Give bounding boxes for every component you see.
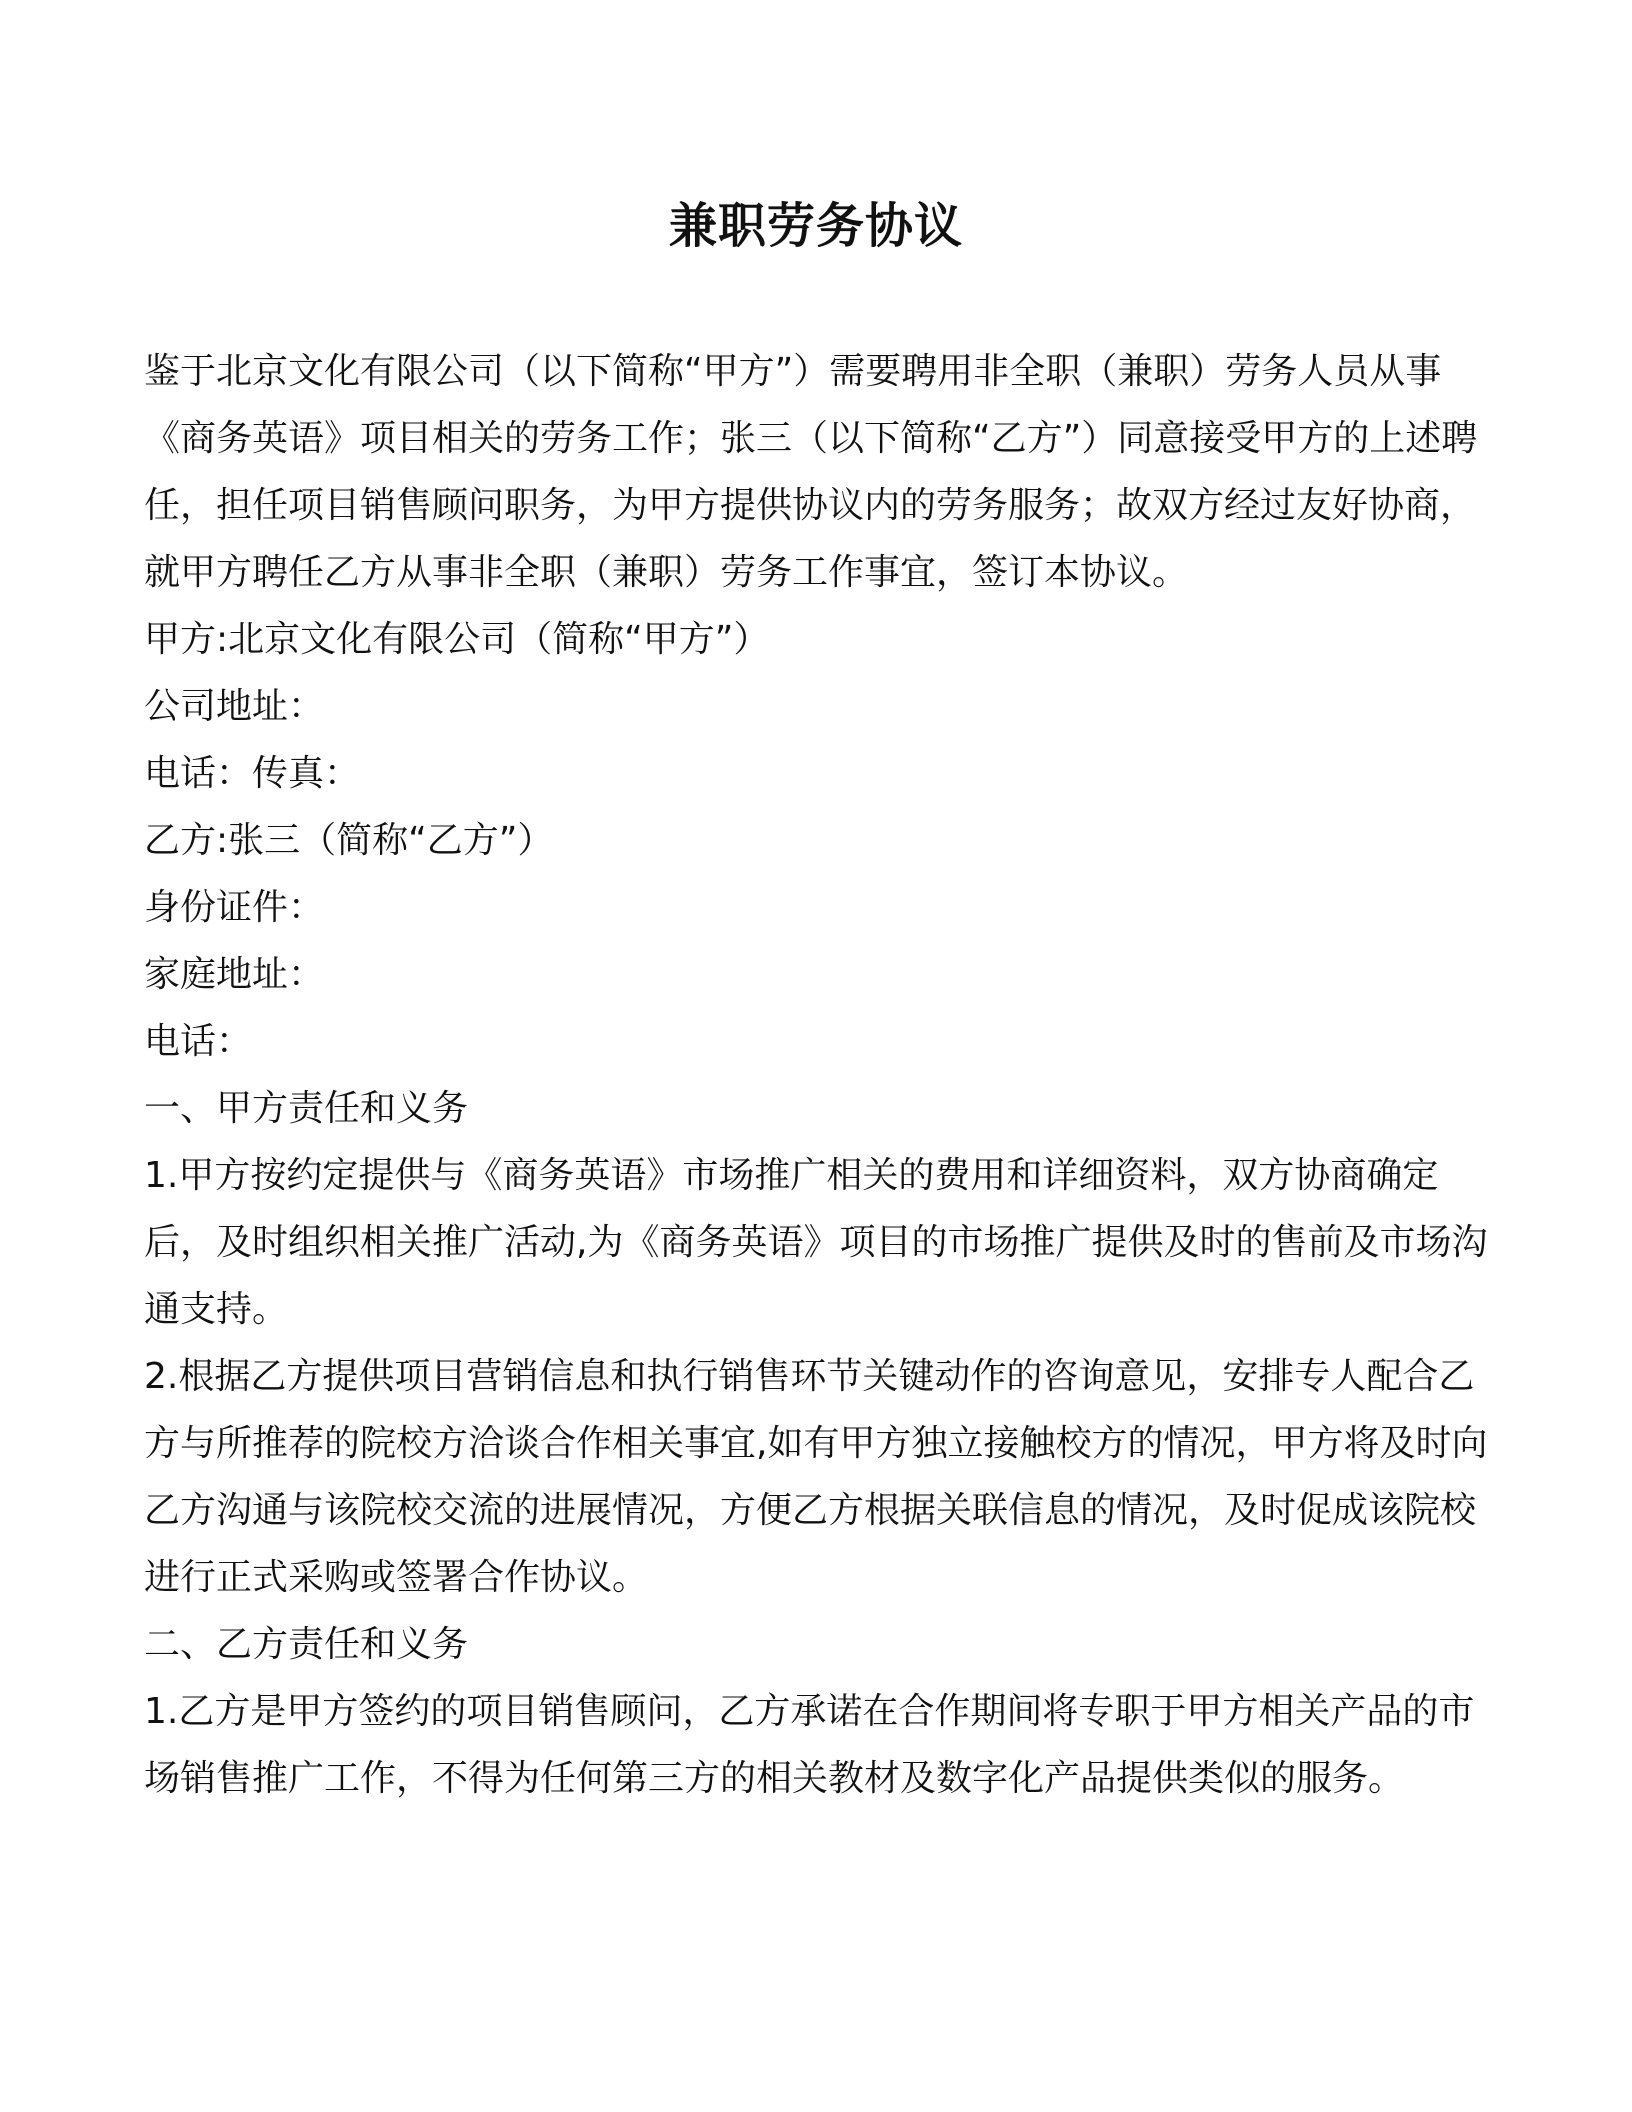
section-1-item-1: 1.甲方按约定提供与《商务英语》市场推广相关的费用和详细资料，双方协商确定后，及时组织相关推广活动,为《商务英语》项目的市场推广提供及时的售前及市场沟通支持。 — [144, 1155, 1488, 1330]
party-b-phone-label: 电话： — [144, 1021, 253, 1062]
party-a-name: 甲方:北京文化有限公司（简称“甲方”） — [144, 619, 770, 660]
party-b-address-label: 家庭地址： — [144, 954, 325, 995]
section-1-item-2: 2.根据乙方提供项目营销信息和执行销售环节关键动作的咨询意见，安排专人配合乙方与所推荐的院校方洽谈合作相关事宜,如有甲方独立接触校方的情况，甲方将及时向乙方沟通与该院校交流的进展情况，方便乙方根据关联信息的情况，及时促成该院校进行正式采购或签署合作协议。 — [144, 1356, 1488, 1598]
document-body — [144, 338, 1488, 1812]
party-a-address-label: 公司地址： — [144, 686, 325, 727]
section-2-item-1: 1.乙方是甲方签约的项目销售顾问，乙方承诺在合作期间将专职于甲方相关产品的市场销售推广工作，不得为任何第三方的相关教材及数字化产品提供类似的服务。 — [144, 1691, 1475, 1799]
section-1-heading: 一、甲方责任和义务 — [144, 1088, 469, 1129]
document-title: 兼职劳务协议 — [668, 198, 963, 254]
section-2-heading: 二、乙方责任和义务 — [144, 1624, 469, 1665]
party-b-name: 乙方:张三（简称“乙方”） — [144, 820, 554, 861]
party-a-phone-fax-label: 电话：传真： — [144, 753, 361, 794]
party-b-id-label: 身份证件： — [144, 887, 325, 928]
preamble-paragraph: 鉴于北京文化有限公司（以下简称“甲方”）需要聘用非全职（兼职）劳务人员从事《商务英语》项目相关的劳务工作；张三（以下简称“乙方”）同意接受甲方的上述聘任，担任项目销售顾问职务，为甲方提供协议内的劳务服务；故双方经过友好协商，就甲方聘任乙方从事非全职（兼职）劳务工作事宜，签订本协议。 — [144, 351, 1478, 593]
